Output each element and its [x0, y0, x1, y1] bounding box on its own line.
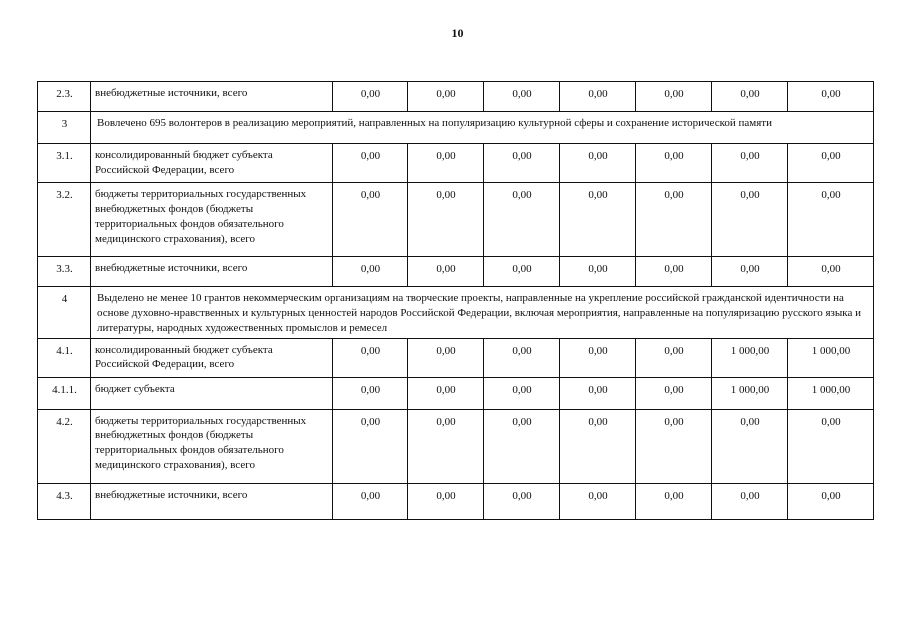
value-cell: 0,00 — [333, 144, 408, 183]
value-cell: 0,00 — [560, 257, 636, 287]
table-row — [38, 257, 874, 287]
section-description: Вовлечено 695 волонтеров в реализацию мероприятий, направленных на популяризацию культурной сферы и сохранение исторической памяти — [91, 112, 874, 144]
section-row — [38, 287, 874, 339]
value-cell: 0,00 — [636, 483, 712, 519]
value-cell: 0,00 — [333, 183, 408, 257]
value-cell: 0,00 — [333, 483, 408, 519]
page-number: 10 — [451, 26, 464, 40]
value-cell: 0,00 — [560, 483, 636, 519]
table-row — [38, 144, 874, 183]
value-cell: 0,00 — [333, 409, 408, 483]
value-cell: 0,00 — [408, 257, 484, 287]
value-cell: 0,00 — [788, 183, 874, 257]
row-number: 3.2. — [38, 183, 91, 257]
value-cell: 0,00 — [788, 257, 874, 287]
value-cell: 0,00 — [712, 257, 788, 287]
value-cell: 1 000,00 — [788, 338, 874, 377]
value-cell: 0,00 — [408, 483, 484, 519]
row-number: 4.3. — [38, 483, 91, 519]
table-row — [38, 338, 874, 377]
value-cell: 0,00 — [333, 257, 408, 287]
value-cell: 0,00 — [408, 183, 484, 257]
table-row — [38, 409, 874, 483]
value-cell: 0,00 — [788, 82, 874, 112]
value-cell: 0,00 — [636, 377, 712, 409]
value-cell: 0,00 — [484, 82, 560, 112]
value-cell: 0,00 — [636, 183, 712, 257]
value-cell: 0,00 — [560, 377, 636, 409]
value-cell: 0,00 — [560, 409, 636, 483]
value-cell: 0,00 — [788, 483, 874, 519]
value-cell: 0,00 — [408, 144, 484, 183]
value-cell: 0,00 — [636, 82, 712, 112]
table-row — [38, 377, 874, 409]
table-row — [38, 82, 874, 112]
row-number: 3.1. — [38, 144, 91, 183]
budget-table — [37, 81, 874, 520]
value-cell: 0,00 — [484, 338, 560, 377]
value-cell: 0,00 — [712, 183, 788, 257]
value-cell: 0,00 — [408, 82, 484, 112]
row-label: консолидированный бюджет субъекта Российской Федерации, всего — [91, 144, 333, 183]
value-cell: 1 000,00 — [712, 377, 788, 409]
section-description: Выделено не менее 10 грантов некоммерческим организациям на творческие проекты, направленные на укрепление российской гражданской идентичности на основе духовно-нравственных и культурных ценностей народов Российской Федерации, включая мероприятия, направленные на популяризацию русского языка и литературы, народных художественных промыслов и ремесел — [91, 287, 874, 339]
value-cell: 0,00 — [636, 338, 712, 377]
value-cell: 1 000,00 — [788, 377, 874, 409]
row-label: консолидированный бюджет субъекта Российской Федерации, всего — [91, 338, 333, 377]
row-number: 4.1. — [38, 338, 91, 377]
value-cell: 0,00 — [788, 144, 874, 183]
row-label: внебюджетные источники, всего — [91, 257, 333, 287]
value-cell: 0,00 — [408, 409, 484, 483]
value-cell: 0,00 — [333, 82, 408, 112]
row-number: 4 — [38, 287, 91, 339]
value-cell: 0,00 — [484, 377, 560, 409]
value-cell: 0,00 — [333, 338, 408, 377]
value-cell: 0,00 — [484, 144, 560, 183]
value-cell: 1 000,00 — [712, 338, 788, 377]
row-number: 2.3. — [38, 82, 91, 112]
row-number: 3 — [38, 112, 91, 144]
value-cell: 0,00 — [560, 82, 636, 112]
value-cell: 0,00 — [333, 377, 408, 409]
value-cell: 0,00 — [560, 183, 636, 257]
row-label: бюджет субъекта — [91, 377, 333, 409]
value-cell: 0,00 — [408, 377, 484, 409]
row-label: внебюджетные источники, всего — [91, 483, 333, 519]
table-row — [38, 183, 874, 257]
value-cell: 0,00 — [712, 82, 788, 112]
value-cell: 0,00 — [484, 257, 560, 287]
value-cell: 0,00 — [484, 409, 560, 483]
section-row — [38, 112, 874, 144]
value-cell: 0,00 — [636, 144, 712, 183]
row-label: внебюджетные источники, всего — [91, 82, 333, 112]
value-cell: 0,00 — [712, 483, 788, 519]
row-label: бюджеты территориальных государственных внебюджетных фондов (бюджеты территориальных фондов обязательного медицинского страхования), всего — [91, 409, 333, 483]
value-cell: 0,00 — [560, 144, 636, 183]
value-cell: 0,00 — [560, 338, 636, 377]
value-cell: 0,00 — [712, 409, 788, 483]
row-number: 4.1.1. — [38, 377, 91, 409]
value-cell: 0,00 — [408, 338, 484, 377]
row-label: бюджеты территориальных государственных внебюджетных фондов (бюджеты территориальных фондов обязательного медицинского страхования), всего — [91, 183, 333, 257]
value-cell: 0,00 — [636, 409, 712, 483]
row-number: 3.3. — [38, 257, 91, 287]
value-cell: 0,00 — [712, 144, 788, 183]
value-cell: 0,00 — [636, 257, 712, 287]
value-cell: 0,00 — [788, 409, 874, 483]
table-row — [38, 483, 874, 519]
row-number: 4.2. — [38, 409, 91, 483]
value-cell: 0,00 — [484, 183, 560, 257]
value-cell: 0,00 — [484, 483, 560, 519]
